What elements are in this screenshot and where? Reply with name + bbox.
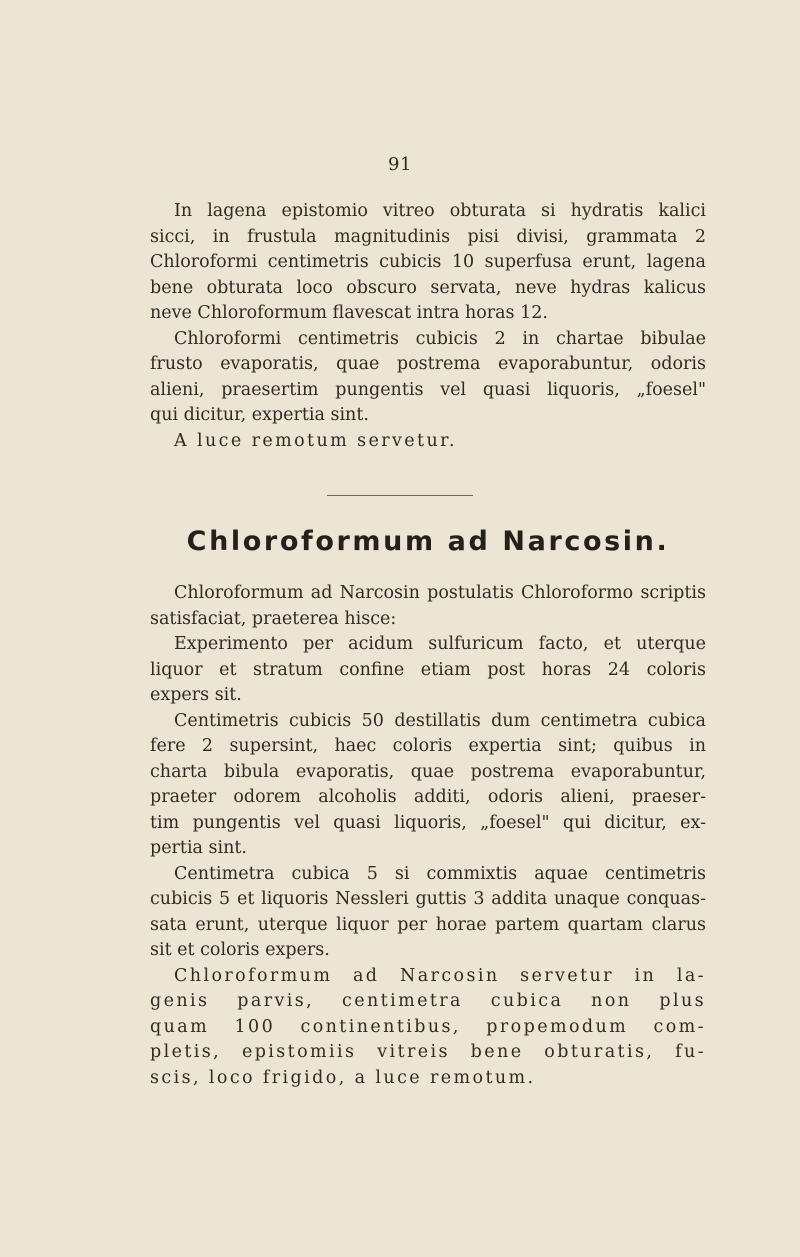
text-line: neve Chloroformum flavescat intra horas 12. <box>150 303 548 323</box>
text-line-emphasis: genis parvis, centimetra cubica non plus <box>150 991 706 1011</box>
text-line: Chloroformi centimetris cubicis 10 superfusa erunt, lagena <box>150 252 706 272</box>
text-line-emphasis: A luce remotum servetur. <box>174 430 457 451</box>
text-line: Experimento per acidum sulfuricum facto, et uterque <box>174 634 706 654</box>
text-line: expers sit. <box>150 685 242 705</box>
section-divider <box>327 495 473 496</box>
text-line: cubicis 5 et liquoris Nessleri guttis 3 addita unaque conquas- <box>150 889 706 909</box>
text-line: charta bibula evaporatis, quae postrema evaporabuntur, <box>150 761 706 782</box>
text-line-emphasis: pletis, epistomiis vitreis bene obturatis, fu- <box>150 1042 706 1062</box>
text-line: bene obturata loco obscuro servata, neve hydras kalicus <box>150 277 706 298</box>
page-number: 91 <box>388 154 412 175</box>
text-line: sit et coloris expers. <box>150 940 330 960</box>
text-line: qui dicitur, expertia sint. <box>150 405 369 425</box>
text-line: sicci, in frustula magnitudinis pisi divisi, grammata 2 <box>150 226 706 247</box>
text-line: Chloroformi centimetris cubicis 2 in chartae bibulae <box>174 328 706 349</box>
text-line: Centimetra cubica 5 si commixtis aquae centimetris <box>174 863 706 884</box>
text-line-emphasis: scis, loco frigido, a luce remotum. <box>150 1067 536 1088</box>
text-line-emphasis: quam 100 continentibus, propemodum com- <box>150 1016 706 1037</box>
text-line-emphasis: Chloroformum ad Narcosin servetur in la- <box>174 965 706 986</box>
text-line: tim pungentis vel quasi liquoris, „foesel" qui dicitur, ex- <box>150 812 706 833</box>
text-line: frusto evaporatis, quae postrema evaporabuntur, odoris <box>150 354 706 374</box>
text-line: Centimetris cubicis 50 destillatis dum centimetra cubica <box>174 710 706 731</box>
text-line: Chloroformum ad Narcosin postulatis Chloroformo scriptis <box>174 583 706 603</box>
text-line: pertia sint. <box>150 838 247 858</box>
section-narcosin-text <box>150 581 706 1091</box>
text-line: In lagena epistomio vitreo obturata si hydratis kalici <box>174 201 706 221</box>
text-line: fere 2 supersint, haec coloris expertia sint; quibus in <box>150 736 706 756</box>
text-line: alieni, praesertim pungentis vel quasi liquoris, „foesel" <box>150 379 706 400</box>
text-line: praeter odorem alcoholis additi, odoris alieni, praeser- <box>150 787 706 807</box>
text-line: satisfaciat, praeterea hisce: <box>150 608 397 629</box>
text-line: liquor et stratum confine etiam post horas 24 coloris <box>150 659 706 680</box>
section-heading: Chloroformum ad Narcosin. <box>186 526 670 557</box>
text-line: sata erunt, uterque liquor per horae partem quartam clarus <box>150 914 706 935</box>
section-chloroformum-text <box>150 199 706 454</box>
